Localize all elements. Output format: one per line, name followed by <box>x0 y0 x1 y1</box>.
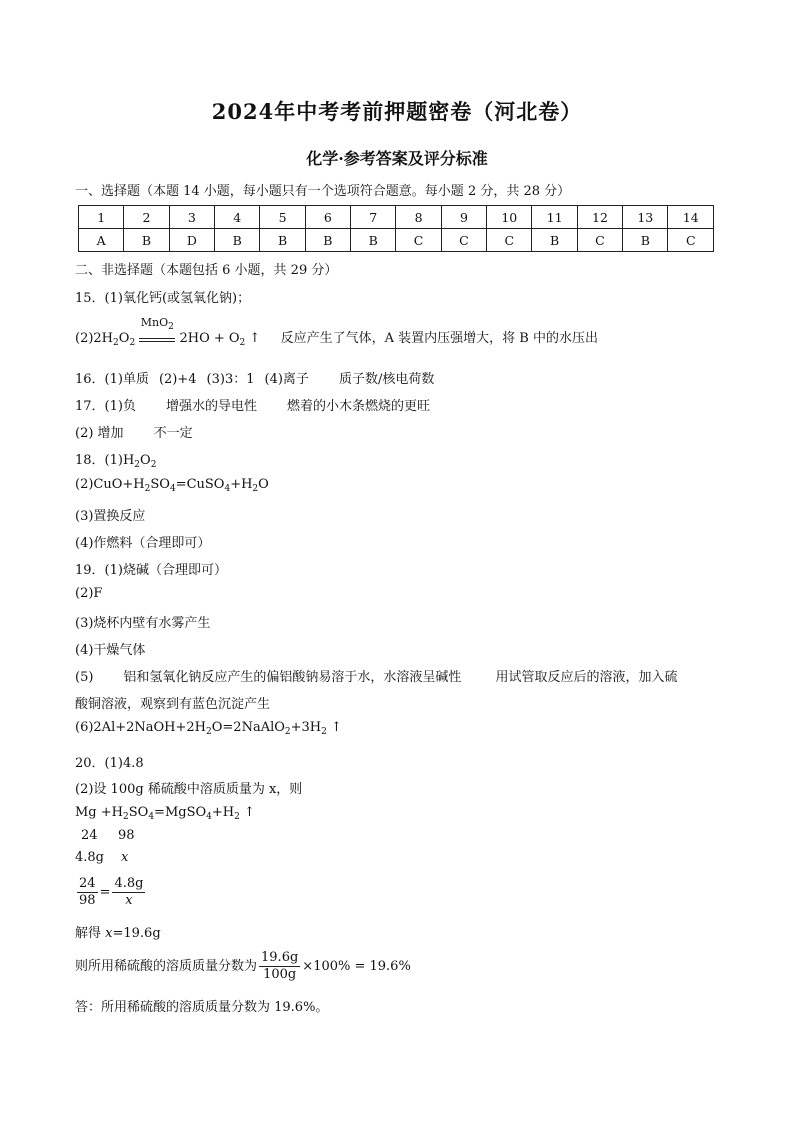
answer-cell: B <box>124 229 169 252</box>
q16-part4b: 质子数/核电荷数 <box>338 372 435 387</box>
answer-cell: B <box>623 229 668 252</box>
q15-products: $2HO + O_2$ <box>179 331 246 348</box>
answer-table <box>78 205 714 252</box>
q17-2b: 不一定 <box>153 426 193 441</box>
fraction-left: $\frac{24}{98}$ <box>79 876 96 908</box>
up-arrow-icon: ↑ <box>249 331 261 346</box>
q20-molar-mg: 24 <box>81 828 98 843</box>
q19-part5 <box>75 666 677 685</box>
question-number-cell: 13 <box>623 206 668 229</box>
question-number-cell: 5 <box>260 206 305 229</box>
q20-part2: (2)设 100g 稀硫酸中溶质质量为 x，则 <box>75 782 303 797</box>
q19-part3: (3)烧杯内壁有水雾产生 <box>75 616 211 631</box>
answer-cell: B <box>260 229 305 252</box>
q19-part1: 19．(1)烧碱（合理即可） <box>75 563 227 578</box>
q18-part3: (3)置换反应 <box>75 509 146 524</box>
q18-part4: (4)作燃料（合理即可） <box>75 536 211 551</box>
answer-cell: B <box>351 229 396 252</box>
up-arrow-icon: ↑ <box>331 720 342 735</box>
q17-1c: 燃着的小木条燃烧的更旺 <box>286 399 430 414</box>
question-number-cell: 14 <box>668 206 714 229</box>
question-number-cell: 4 <box>215 206 260 229</box>
q20-solve: 解得 x=19.6g <box>75 926 161 941</box>
question-number-cell: 3 <box>169 206 214 229</box>
q17-2a: (2) 增加 <box>75 426 124 441</box>
question-number-cell: 12 <box>577 206 622 229</box>
answer-cell: C <box>441 229 486 252</box>
question-number-cell: 7 <box>351 206 396 229</box>
q15-reactant: $(2)2H_2O_2$ <box>75 331 136 348</box>
q19-5a: 铝和氢氧化钠反应产生的偏铝酸钠易溶于水，水溶液呈碱性 <box>123 670 462 685</box>
fraction-pct: $\frac{19.6g}{100g}$ <box>261 950 299 982</box>
page-subtitle: 化学·参考答案及评分标准 <box>306 149 488 168</box>
q20-proportion: $\frac{24}{98}$ = $\frac{4.8g}{x}$ <box>79 876 144 908</box>
q19-5-label: (5) <box>75 670 94 685</box>
q19-5b: 用试管取反应后的溶液，加入硫 <box>495 670 678 685</box>
q17-1a: 17．(1)负 <box>75 399 136 414</box>
answer-cell: D <box>169 229 214 252</box>
q17-part1 <box>75 395 430 414</box>
q20-mass-mg: 4.8g <box>75 850 104 865</box>
question-number-cell: 2 <box>124 206 169 229</box>
question-number-cell: 11 <box>532 206 577 229</box>
question-number-cell: 9 <box>441 206 486 229</box>
answer-table-answers-row <box>79 229 714 252</box>
q17-1b: 增强水的导电性 <box>165 399 257 414</box>
equals-sign <box>139 338 175 342</box>
q16-part2: (2)+4 <box>158 372 197 387</box>
q15-part2 <box>75 316 598 348</box>
question-number-cell: 8 <box>396 206 441 229</box>
answer-cell: B <box>215 229 260 252</box>
answer-cell: C <box>396 229 441 252</box>
answer-cell: B <box>532 229 577 252</box>
fraction-right: $\frac{4.8g}{x}$ <box>114 876 144 908</box>
answer-table-numbers-row <box>79 206 714 229</box>
q19-part4: (4)干燥气体 <box>75 643 146 658</box>
page-title: 2024年中考考前押题密卷（河北卷） <box>211 99 583 124</box>
q20-mass-x: x <box>121 850 129 865</box>
q20-answer: 答：所用稀硫酸的溶质质量分数为 19.6%。 <box>75 1000 329 1015</box>
question-number-cell: 10 <box>487 206 532 229</box>
q18-part2: $(2)CuO+H_2SO_4=CuSO_4+H_2O$ <box>75 477 269 494</box>
section-nonchoice-heading: 二、非选择题（本题包括 6 小题，共 29 分） <box>75 263 338 278</box>
answer-cell: B <box>305 229 350 252</box>
q16-answers <box>75 368 434 387</box>
q17-part2 <box>75 422 193 441</box>
question-number-cell: 1 <box>79 206 124 229</box>
q19-part2: (2)F <box>75 586 103 601</box>
answer-cell: A <box>79 229 124 252</box>
answer-cell: C <box>668 229 714 252</box>
q20-part1: 20．(1)4.8 <box>75 756 144 771</box>
catalyst-condition <box>139 316 175 342</box>
q16-part1: 16．(1)单质 <box>75 372 149 387</box>
q16-part3: (3)3：1 <box>206 372 255 387</box>
answer-cell: C <box>487 229 532 252</box>
q20-equation: $Mg +H_2SO_4=MgSO_4+H_2$ ↑ <box>75 805 255 822</box>
answer-cell: C <box>577 229 622 252</box>
q20-percentage: 则所用稀硫酸的溶质质量分数为 $\frac{19.6g}{100g}$ ×100% = 19.6% <box>75 950 411 982</box>
q18-part1: 18．$(1)H_2O_2$ <box>75 453 157 470</box>
section-choice-heading: 一、选择题（本题 14 小题，每小题只有一个选项符合题意。每小题 2 分，共 28 分） <box>75 184 571 199</box>
q15-explanation: 反应产生了气体，A 装置内压强增大，将 B 中的水压出 <box>280 331 598 346</box>
question-number-cell: 6 <box>305 206 350 229</box>
q19-part5-cont: 酸铜溶液，观察到有蓝色沉淀产生 <box>75 697 271 712</box>
q16-part4: (4)离子 <box>264 372 309 387</box>
q20-molar-h2so4: 98 <box>118 828 135 843</box>
q15-part1: 15．(1)氧化钙(或氢氧化钠)； <box>75 291 251 306</box>
catalyst-label: MnO$_2$ <box>140 316 174 332</box>
q18-1: 18．(1)H <box>75 453 135 468</box>
up-arrow-icon: ↑ <box>243 805 255 820</box>
q19-part6: $(6)2Al+2NaOH+2H_2O=2NaAlO_2+3H_2$ ↑ <box>75 720 342 737</box>
